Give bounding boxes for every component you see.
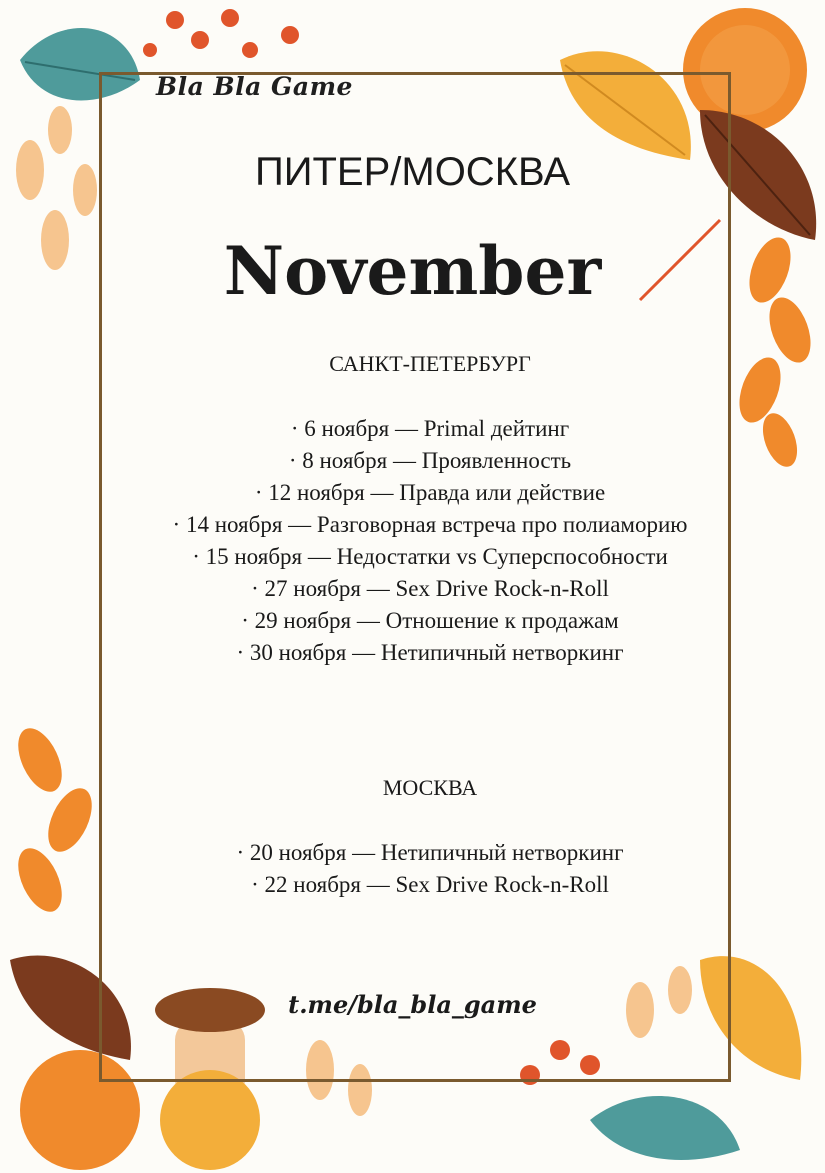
red-sprig-icon	[143, 9, 299, 58]
msk-title: МОСКВА	[382, 775, 478, 800]
event-item: · 12 ноября — Правда или действие	[254, 480, 606, 505]
event-item: · 30 ноября — Нетипичный нетворкинг	[236, 640, 624, 665]
event-item: · 14 ноября — Разговорная встреча про полиаморию	[172, 512, 688, 537]
event-item: · 29 ноября — Отношение к продажам	[241, 608, 619, 633]
event-item: · 6 ноября — Primal дейтинг	[290, 416, 570, 441]
event-item: · 15 ноября — Недостатки vs Суперспособности	[192, 544, 668, 569]
cities-heading: ПИТЕР/МОСКВА	[254, 150, 571, 194]
brand-title: Bla Bla Game	[156, 72, 353, 101]
month-title: November	[223, 232, 602, 310]
event-item: · 8 ноября — Проявленность	[288, 448, 572, 473]
msk-section	[150, 772, 710, 901]
spb-title: САНКТ-ПЕТЕРБУРГ	[329, 351, 531, 376]
bottom-left-leaves-icon	[9, 722, 100, 919]
event-item: · 27 ноября — Sex Drive Rock-n-Roll	[251, 576, 609, 601]
telegram-link[interactable]: t.me/bla_bla_game	[288, 990, 537, 1019]
yellow-fruit-icon	[160, 1070, 260, 1170]
spb-event-list	[150, 413, 710, 669]
event-item: · 20 ноября — Нетипичный нетворкинг	[236, 840, 624, 865]
spb-section	[150, 348, 710, 669]
teal-leaf-bottom-icon	[590, 1096, 740, 1160]
event-item: · 22 ноября — Sex Drive Rock-n-Roll	[251, 872, 609, 897]
msk-event-list	[150, 837, 710, 901]
